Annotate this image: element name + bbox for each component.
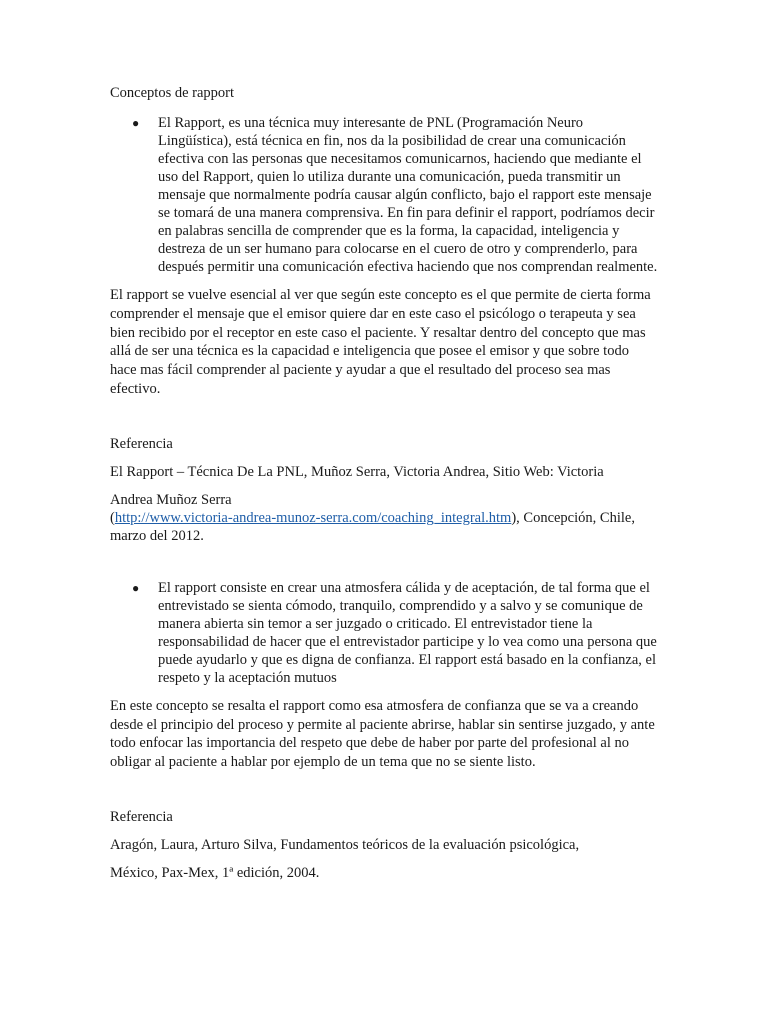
bullet-icon: ● <box>132 580 140 595</box>
bullet-text-1: El Rapport, es una técnica muy interesante de PNL (Programación Neuro Lingüística), está técnica en fin, nos da la posibilidad de crear una comunicación efectiva con las personas que necesitamos comunicarnos, haciendo que mediante el uso del Rapport, quien lo utiliza durante una comunicación, pueda transmitir un mensaje que normalmente podría causar algún conflicto, bajo el rapport este mensaje se tomará de una manera comprensiva. En fin para definir el rapport, podríamos decir en palabras sencilla de comprender que es la forma, la capacidad, inteligencia y destreza de un ser humano para colocarse en el cuero de otro y comprenderlo, para después permitir una comunicación efectiva haciendo que nos comprendan realmente. <box>158 115 658 275</box>
reference-1-line-1: El Rapport – Técnica De La PNL, Muñoz Serra, Victoria Andrea, Sitio Web: Victoria <box>110 463 604 480</box>
reference-2-line-1: Aragón, Laura, Arturo Silva, Fundamentos teóricos de la evaluación psicológica, <box>110 836 580 853</box>
reference-2-line-2: México, Pax-Mex, 1ª edición, 2004. <box>110 864 320 881</box>
bullet-icon: ● <box>132 116 140 130</box>
reference-1-source <box>110 509 658 545</box>
reference-1-link[interactable]: http://www.victoria-andrea-munoz-serra.com/coaching_integral.htm <box>114 509 512 526</box>
bullet-text-2: El rapport consiste en crear una atmosfera cálida y de aceptación, de tal forma que el entrevistado se sienta cómodo, tranquilo, comprendido y a salvo y se comunique de manera abierta sin temor a ser juzgado o criticado. El entrevistador tiene la responsabilidad de hacer que el entrevistador participe y lo vea como una persona que puede ayudarlo y que es digna de confianza. El rapport está basado en la confianza, el respeto y la aceptación mutuos <box>158 579 657 686</box>
bullet-item-1 <box>110 114 658 276</box>
document-title: Conceptos de rapport <box>110 85 235 101</box>
bullet-item-2 <box>110 579 658 687</box>
paragraph-2: En este concepto se resalta el rapport como esa atmosfera de confianza que se va a creando desde el principio del proceso y permite al paciente abrirse, hablar sin sentirse juzgado, y ante todo enfocar las importancia del respeto que debe de haber por parte del profesional al no obligar al paciente a hablar por ejemplo de un tema que no se siente listo. <box>110 697 655 771</box>
document-page <box>110 84 658 882</box>
paragraph-1: El rapport se vuelve esencial al ver que según este concepto es el que permite de cierta forma comprender el mensaje que el emisor quiere dar en este caso el psicólogo o terapeuta y sea bien recibido por el receptor en este caso el paciente. Y resaltar dentro del concepto que mas allá de ser una técnica es la capacidad e inteligencia que posee el emisor y que sobre todo hace mas fácil comprender al paciente y ayudar a que el resultado del proceso sea mas efectivo. <box>110 287 651 397</box>
reference-label-2: Referencia <box>110 808 173 825</box>
reference-1-open-paren: ( <box>110 509 115 526</box>
reference-1-line-2: Andrea Muñoz Serra <box>110 491 232 508</box>
reference-1-tail: ), Concepción, Chile, marzo del 2012. <box>110 509 635 544</box>
reference-label-1: Referencia <box>110 435 173 452</box>
